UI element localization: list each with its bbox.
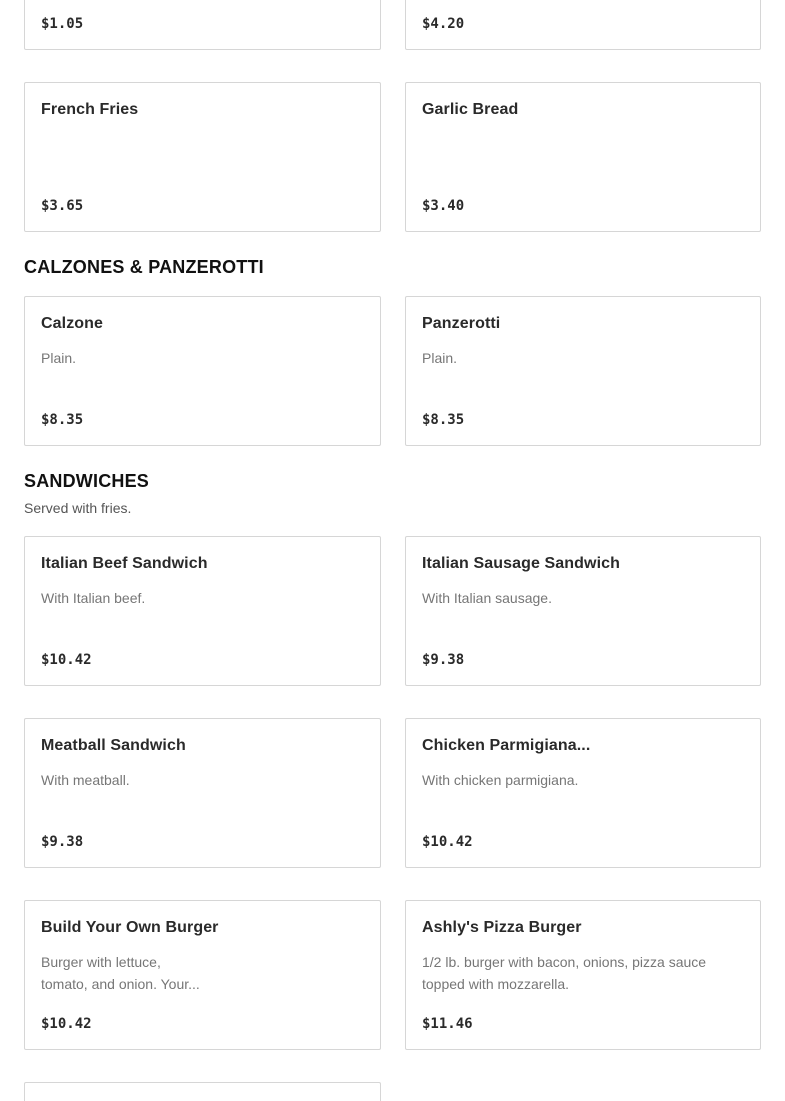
item-description: With chicken parmigiana. (422, 772, 579, 788)
menu-item-card[interactable] (24, 536, 381, 686)
menu-item-card[interactable] (24, 0, 381, 50)
item-name: Chicken Parmigiana... (422, 737, 591, 754)
item-description: With meatball. (41, 772, 130, 788)
menu-item-card[interactable] (405, 718, 761, 868)
item-name: Calzone (41, 315, 104, 332)
item-name: Ashly's Pizza Burger (422, 919, 582, 936)
item-description: Plain. (422, 350, 458, 366)
menu-item-card[interactable] (405, 296, 761, 446)
menu-item-card[interactable] (24, 900, 381, 1050)
menu-item-card[interactable] (405, 0, 761, 50)
item-price: $3.65 (41, 198, 84, 214)
item-name: Build Your Own Burger (41, 919, 219, 936)
menu-item-card[interactable] (24, 1082, 381, 1101)
item-name: French Fries (41, 101, 139, 118)
menu-item-card[interactable] (24, 82, 381, 232)
item-name: Italian Sausage Sandwich (422, 555, 621, 572)
section-subtitle: Served with fries. (24, 500, 132, 516)
item-price: $4.20 (422, 16, 465, 32)
item-name: Panzerotti (422, 315, 501, 332)
menu-item-card[interactable] (405, 900, 761, 1050)
item-name: Meatball Sandwich (41, 737, 186, 754)
item-name: Italian Beef Sandwich (41, 555, 208, 572)
menu-item-card[interactable] (405, 536, 761, 686)
item-description: Burger with lettuce, tomato, and onion. Your... (41, 954, 200, 992)
item-price: $9.38 (41, 834, 84, 850)
menu-item-card[interactable] (405, 82, 761, 232)
item-price: $1.05 (41, 16, 84, 32)
item-name: Garlic Bread (422, 101, 519, 118)
section-title: CALZONES & PANZEROTTI (24, 257, 264, 277)
item-price: $8.35 (41, 412, 84, 428)
item-price: $10.42 (41, 1016, 92, 1032)
item-price: $11.46 (422, 1016, 473, 1032)
item-price: $10.42 (422, 834, 473, 850)
item-price: $3.40 (422, 198, 465, 214)
item-description: 1/2 lb. burger with bacon, onions, pizza sauce topped with mozzarella. (422, 954, 707, 992)
item-description: With Italian sausage. (422, 590, 552, 606)
item-price: $10.42 (41, 652, 92, 668)
item-description: Plain. (41, 350, 77, 366)
item-price: $9.38 (422, 652, 465, 668)
item-price: $8.35 (422, 412, 465, 428)
menu-item-card[interactable] (24, 296, 381, 446)
section-title: SANDWICHES (24, 471, 150, 491)
menu-item-card[interactable] (24, 718, 381, 868)
item-description: With Italian beef. (41, 590, 146, 606)
